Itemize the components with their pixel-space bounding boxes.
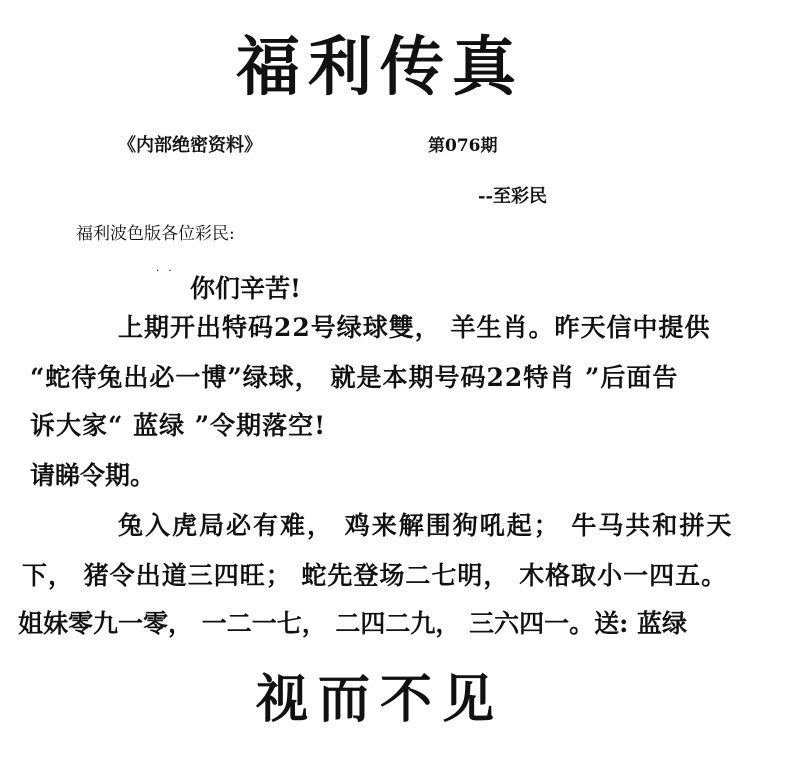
body-line-6: 兔入虎局必有难， 鸡来解围狗吼起； 牛马共和拼天 (118, 511, 734, 540)
author-line: --至彩民 (478, 186, 547, 207)
body-line-7: 下， 猪令出道三四旺； 蛇先登场二七明， 木格取小一四五。 (22, 561, 728, 590)
issue-number: 第076期 (428, 136, 498, 156)
body-line-3: “蛇待兔出必一博”绿球， 就是本期号码22特肖 ”后面告 (30, 363, 679, 392)
document-subtitle: 《内部绝密资料》 (118, 135, 262, 156)
document-title: 福利传真 (236, 30, 524, 105)
body-line-5: 请睇令期。 (30, 461, 156, 490)
body-line-1: 你们辛苦! (190, 274, 301, 303)
body-line-2: 上期开出特码22号绿球雙， 羊生肖。昨天信中提供 (118, 313, 711, 342)
body-line-4: 诉大家“ 蓝绿 ”令期落空! (30, 411, 327, 440)
closing-phrase: 视而不见 (255, 669, 504, 730)
body-line-8: 姐妹零九一零， 一二一七， 二四二九， 三六四一。送: 蓝绿 (18, 609, 688, 638)
greeting-line: 福利波色版各位彩民: (76, 224, 235, 244)
decorative-dots: · · (156, 266, 175, 277)
